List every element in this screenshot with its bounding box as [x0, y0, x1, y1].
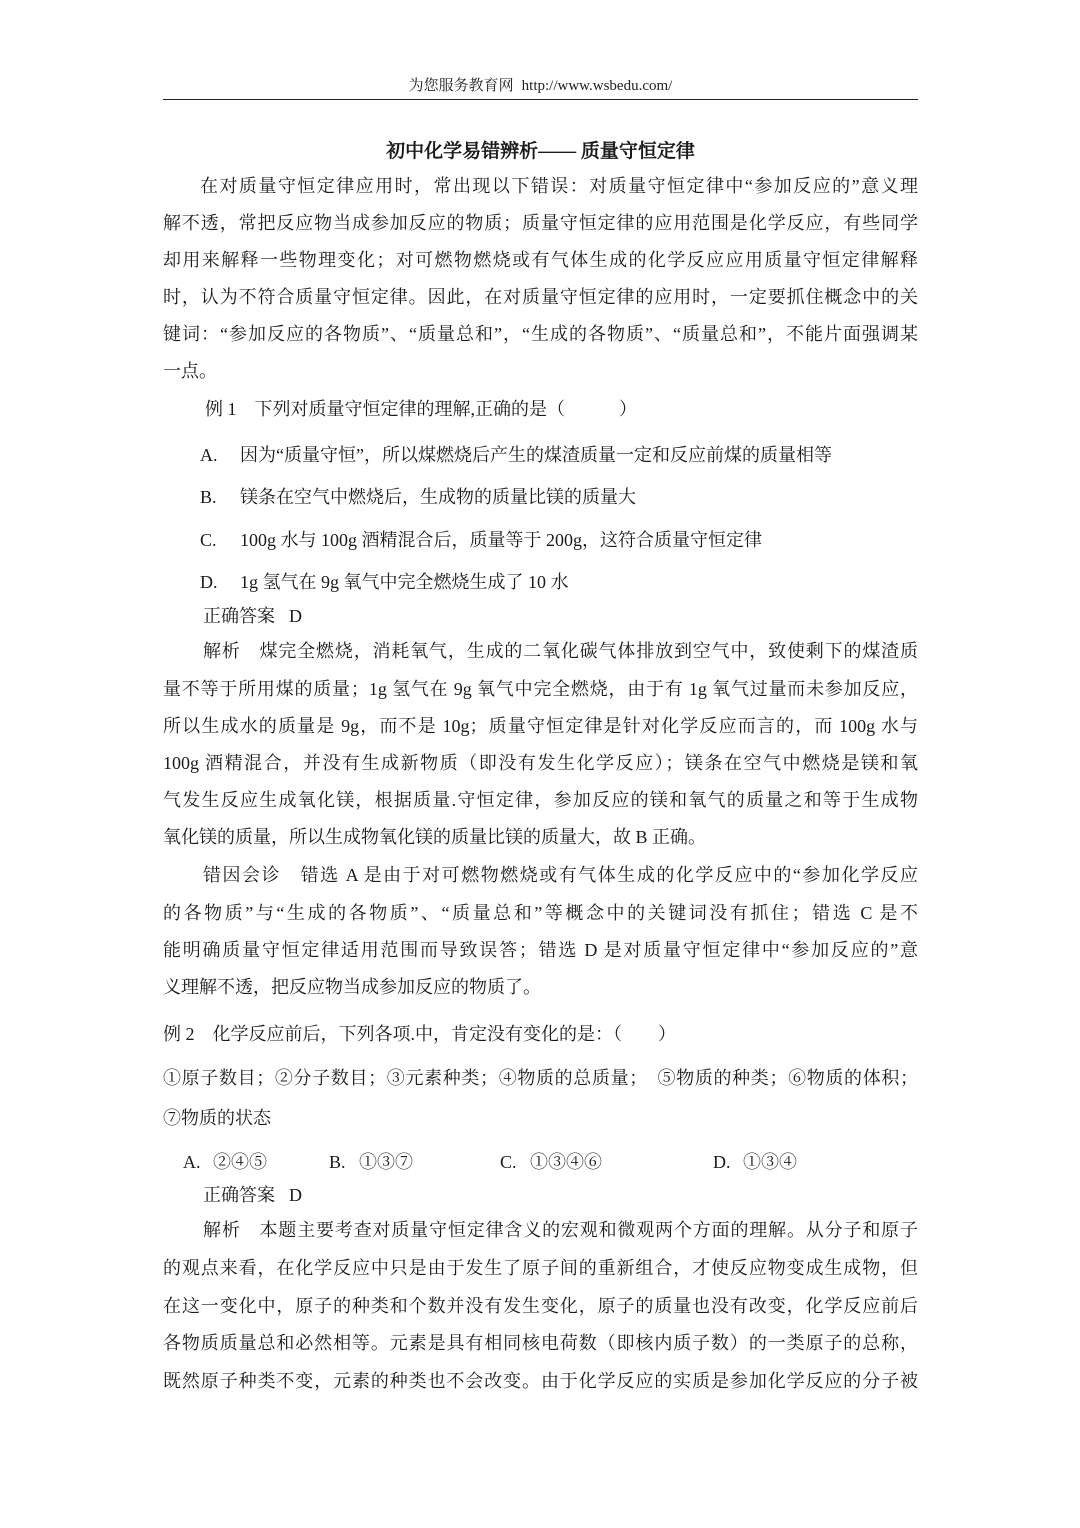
example-2-answer [163, 1177, 918, 1214]
choice-label: D. [713, 1151, 731, 1172]
choice-b [329, 1144, 413, 1181]
header-site-name: 为您服务教育网 [408, 78, 514, 94]
choice-text: ①③④⑥ [530, 1151, 602, 1172]
answer-line [203, 598, 918, 635]
option-text: 镁条在空气中燃烧后，生成物的质量比镁的质量大 [240, 487, 636, 508]
paragraph-line: 错因会诊 错选 A 是由于对可燃物燃烧或有气体生成的化学反应中的“参加化学反应 [203, 865, 918, 886]
paragraph-line: 的各物质”与“生成的各物质”、“质量总和”等概念中的关键词没有抓住；错选 C 是不 [163, 902, 918, 923]
paragraph-line: 在对质量守恒定律应用时，常出现以下错误：对质量守恒定律中“参加反应的”意义理 [200, 175, 918, 196]
example-2-analysis [163, 1212, 918, 1401]
header-url: http://www.wsbedu.com/ [521, 78, 673, 94]
choice-label: A. [183, 1151, 201, 1172]
page-header [163, 76, 918, 96]
option-a [200, 434, 918, 476]
answer-value: D [289, 605, 302, 626]
option-text: 因为“质量守恒”，所以煤燃烧后产生的煤渣质量一定和反应前煤的质量相等 [240, 444, 832, 465]
option-b [200, 476, 918, 518]
option-c [200, 519, 918, 561]
paragraph-line: 时，认为不符合质量守恒定律。因此，在对质量守恒定律的应用时，一定要抓住概念中的关 [163, 286, 918, 307]
choice-label: C. [500, 1151, 517, 1172]
option-text: 100g 水与 100g 酒精混合后，质量等于 200g，这符合质量守恒定律 [240, 529, 762, 550]
option-label: B. [200, 487, 217, 508]
paragraph-line: 却用来解释一些物理变化；对可燃物燃烧或有气体生成的化学反应应用质量守恒定律解释 [163, 249, 918, 270]
items-line: ⑦物质的状态 [163, 1108, 271, 1128]
paragraph-line: 能明确质量守恒定律适用范围而导致误答；错选 D 是对质量守恒定律中“参加反应的”意 [163, 939, 918, 960]
paragraph-line: 在这一变化中，原子的种类和个数并没有发生变化，原子的质量也没有改变，化学反应前后 [163, 1295, 918, 1316]
answer-label: 正确答案 [203, 1184, 275, 1205]
option-label: D. [200, 571, 218, 592]
answer-value: D [289, 1184, 302, 1205]
items-line: ①原子数目；②分子数目；③元素种类；④物质的总质量； ⑤物质的种类；⑥物质的体积； [163, 1068, 918, 1088]
example-2-question [163, 1016, 918, 1053]
choice-c [500, 1144, 602, 1181]
question-text: 例 1 下列对质量守恒定律的理解,正确的是（ ） [205, 398, 637, 419]
intro-paragraph [163, 168, 918, 390]
example-1-options [163, 434, 918, 604]
paragraph-line: 义理解不透，把反应物当成参加反应的物质了。 [163, 977, 541, 998]
choice-text: ①③⑦ [359, 1151, 413, 1172]
paragraph-line: 解不透，常把反应物当成参加反应的物质；质量守恒定律的应用范围是化学反应，有些同学 [163, 212, 918, 233]
document-title: 初中化学易错辨析—— 质量守恒定律 [386, 141, 695, 162]
choice-a [183, 1144, 267, 1181]
example-1-answer [163, 598, 918, 635]
example-1-error-diagnosis [163, 857, 918, 1006]
choice-text: ②④⑤ [213, 1151, 267, 1172]
choice-d [713, 1144, 797, 1181]
option-text: 1g 氢气在 9g 氧气中完全燃烧生成了 10 水 [240, 571, 569, 592]
answer-line [203, 1177, 918, 1214]
example-2-items [163, 1058, 918, 1138]
paragraph-line: 解析 煤完全燃烧，消耗氧气，生成的二氧化碳气体排放到空气中，致使剩下的煤渣质 [203, 641, 918, 662]
example-1-analysis [163, 633, 918, 856]
option-label: A. [200, 444, 218, 465]
paragraph-line: 气发生反应生成氧化镁，根据质量.守恒定律，参加反应的镁和氧气的质量之和等于生成物 [163, 790, 918, 811]
paragraph-line: 解析 本题主要考查对质量守恒定律含义的宏观和微观两个方面的理解。从分子和原子 [203, 1220, 918, 1241]
example-1-question [163, 391, 918, 428]
paragraph-line: 所以生成水的质量是 9g，而不是 10g；质量守恒定律是针对化学反应而言的，而 100g 水与 [163, 715, 918, 736]
paragraph-line: 氧化镁的质量，所以生成物氧化镁的质量比镁的质量大，故 B 正确。 [163, 827, 707, 848]
choice-text: ①③④ [743, 1151, 797, 1172]
paragraph-line: 的观点来看，在化学反应中只是由于发生了原子间的重新组合，才使反应物变成生成物，但 [163, 1257, 918, 1278]
answer-label: 正确答案 [203, 605, 275, 626]
paragraph-line: 既然原子种类不变，元素的种类也不会改变。由于化学反应的实质是参加化学反应的分子被 [163, 1371, 918, 1392]
example-2-choices [163, 1144, 918, 1181]
question-text: 例 2 化学反应前后，下列各项.中，肯定没有变化的是：（ ） [163, 1023, 676, 1044]
option-label: C. [200, 529, 217, 550]
choice-label: B. [329, 1151, 346, 1172]
paragraph-line: 100g 酒精混合，并没有生成新物质（即没有发生化学反应）；镁条在空气中燃烧是镁和氧 [163, 752, 918, 773]
paragraph-line: 各物质质量总和必然相等。元素是具有相同核电荷数（即核内质子数）的一类原子的总称， [163, 1333, 918, 1354]
paragraph-line: 一点。 [163, 360, 217, 381]
paragraph-line: 量不等于所用煤的质量；1g 氢气在 9g 氧气中完全燃烧，由于有 1g 氧气过量而未参加反应， [163, 678, 918, 699]
header-divider [163, 99, 918, 100]
paragraph-line: 键词：“参加反应的各物质”、“质量总和”，“生成的各物质”、“质量总和”，不能片面强调某 [163, 323, 918, 344]
